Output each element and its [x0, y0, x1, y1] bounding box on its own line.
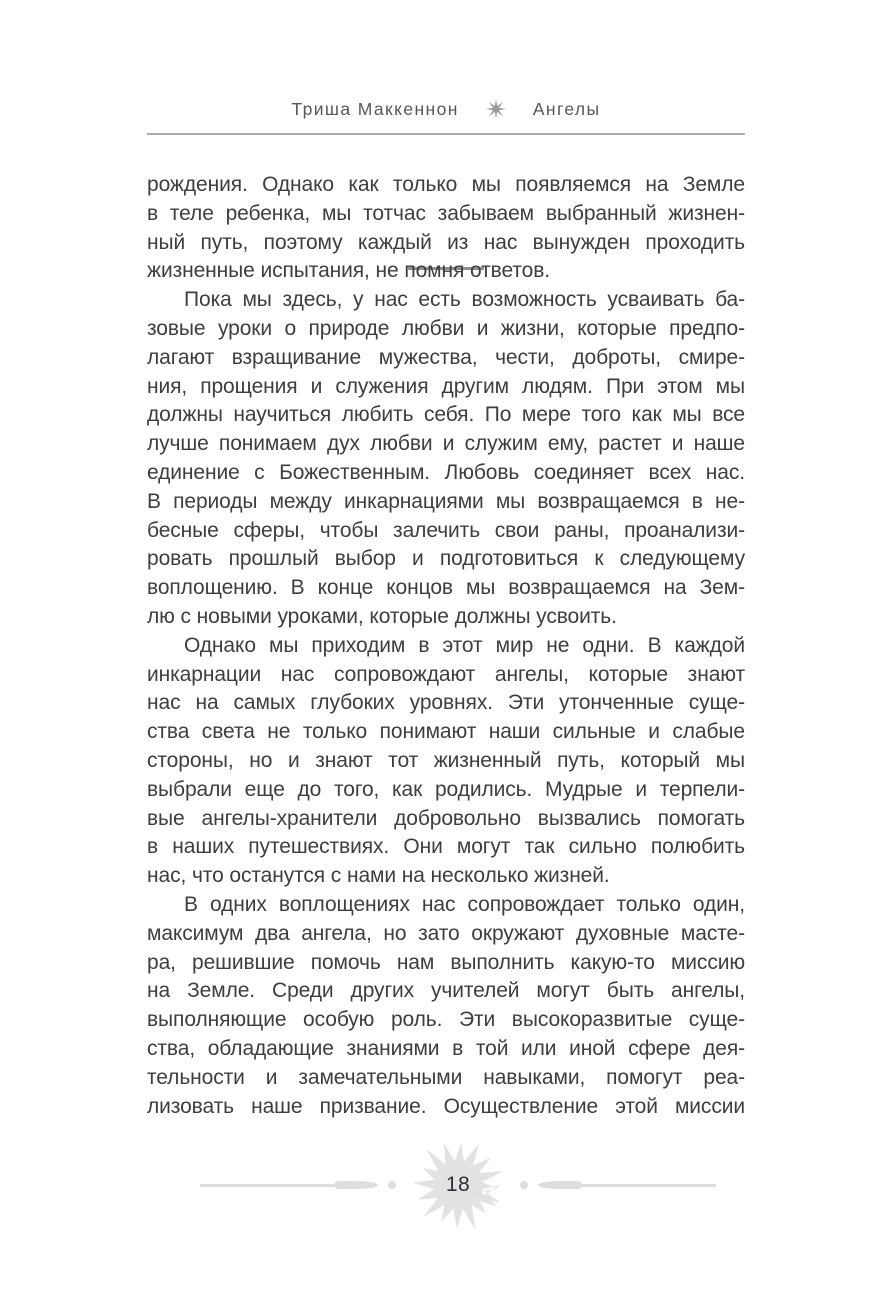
text-line: В одних воплощениях нас сопровождает только один, [184, 892, 745, 916]
page-number: 18 [445, 1173, 471, 1196]
footer-line-left [200, 1184, 340, 1187]
text-line: воплощению. В конце концов мы возвращаемся на Зем- [147, 576, 745, 600]
text-line: лизовать наше призвание. Осуществление этой миссии [147, 1094, 745, 1118]
text-line: вые ангелы-хранители добровольно вызвались помогать [147, 806, 745, 830]
text-line: должны научиться любить себя. По мере того как мы все [147, 403, 745, 427]
text-line: в наших путешествиях. Они могут так сильно полюбить [147, 835, 745, 859]
text-line: единение с Божественным. Любовь соединяет всех нас. [147, 460, 745, 484]
text-line: зовые уроки о природе любви и жизни, которые предпо- [147, 316, 745, 340]
text-line: ства, обладающие знаниями в той или иной сфере дея- [147, 1036, 745, 1060]
paragraph [147, 891, 745, 1121]
text-line: максимум два ангела, но зато окружают духовные масте- [147, 921, 745, 945]
text-line: выбрали еще до того, как родились. Мудрые и терпели- [147, 777, 745, 801]
text-line: инкарнации нас сопровождают ангелы, которые знают [147, 662, 745, 686]
footer-dot-left [388, 1181, 396, 1189]
text-line: лю с новыми уроками, которые должны усвоить. [147, 604, 617, 628]
text-line: лагают взращивание мужества, чести, доброты, смире- [147, 345, 745, 369]
page-header [147, 98, 745, 120]
paragraph [147, 632, 745, 891]
text-line: жизненные испытания, не помня ответов. [147, 259, 551, 283]
header-rule [147, 133, 745, 135]
page-number-ornament [406, 1134, 510, 1236]
footer-line-right [576, 1184, 716, 1187]
footer-dot-right [520, 1181, 528, 1189]
text-line: бесные сферы, чтобы залечить свои раны, проанализи- [147, 518, 745, 542]
text-line: ния, прощения и служения другим людям. При этом мы [147, 374, 745, 398]
text-line: Пока мы здесь, у нас есть возможность усваивать ба- [184, 288, 745, 312]
text-line: нас, что останутся с нами на несколько жизней. [147, 864, 610, 888]
text-line: рождения. Однако как только мы появляемся на Земле [147, 173, 745, 196]
text-line: стороны, но и знают тот жизненный путь, который мы [147, 748, 745, 772]
header-author: Триша Маккеннон [291, 98, 459, 119]
text-line: лучше понимаем дух любви и служим ему, растет и наше [147, 432, 745, 456]
text-line: в теле ребенка, мы тотчас забываем выбранный жизнен- [147, 201, 745, 225]
paragraph [147, 286, 745, 632]
text-line: нас на самых глубоких уровнях. Эти утонченные суще- [147, 691, 745, 715]
paragraph [147, 171, 745, 286]
text-line: ства света не только понимают наши сильные и слабые [147, 720, 745, 744]
text-line: В периоды между инкарнациями мы возвращаемся в не- [147, 489, 745, 513]
text-line: на Земле. Среди других учителей могут быть ангелы, [147, 979, 745, 1003]
text-line: ра, решившие помочь нам выполнить какую-то миссию [147, 950, 745, 974]
header-section: Ангелы [532, 98, 601, 119]
text-line: ный путь, поэтому каждый из нас вынужден проходить [147, 230, 745, 254]
text-line: Однако мы приходим в этот мир не одни. В каждой [184, 633, 745, 657]
body-text [147, 171, 745, 1121]
text-line: тельности и замечательными навыками, помогут реа- [147, 1065, 745, 1089]
page-footer [200, 1134, 716, 1236]
star-burst-icon [485, 98, 507, 120]
footer-teardrop-left [334, 1181, 378, 1189]
text-line: выполняющие особую роль. Эти высокоразвитые суще- [147, 1008, 745, 1032]
text-line: ровать прошлый выбор и подготовиться к следующему [147, 547, 745, 571]
